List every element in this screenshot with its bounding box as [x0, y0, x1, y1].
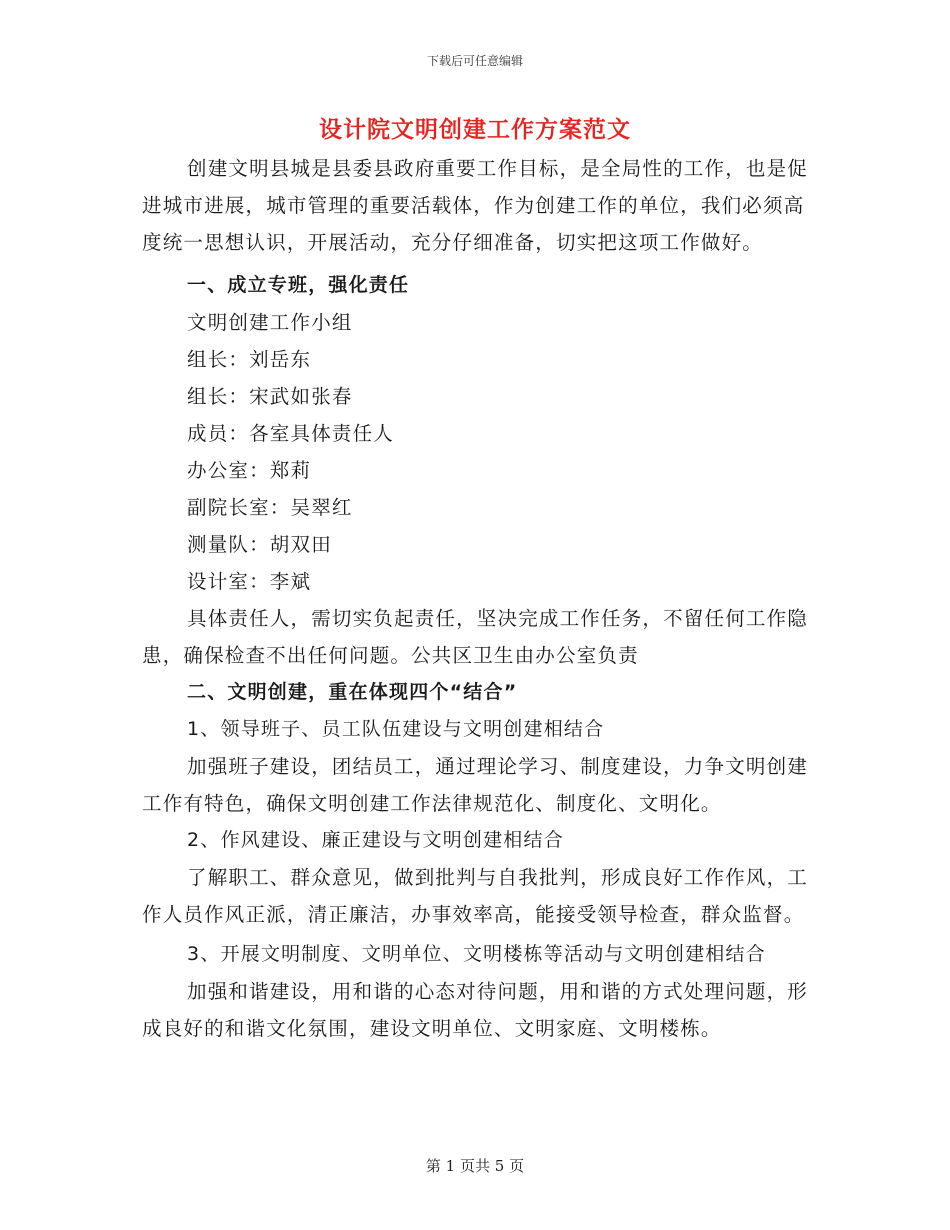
- document-title: 设计院文明创建工作方案范文: [319, 116, 631, 143]
- section-1-line: 设计室：李斌: [187, 570, 312, 593]
- section-1-paragraph: 具体责任人，需切实负起责任，坚决完成工作任务，不留任何工作隐患，确保检查不出任何问题。公共区卫生由办公室负责: [142, 607, 809, 667]
- section-2-item-title: 2、作风建设、廉正建设与文明创建相结合: [187, 829, 564, 851]
- section-2-item-body: 加强和谐建设，用和谐的心态对待问题，用和谐的方式处理问题，形成良好的和谐文化氛围，建设文明单位、文明家庭、文明楼栋。: [142, 980, 809, 1040]
- section-1-line: 组长：宋武如张春: [187, 385, 353, 408]
- page-number-footer: 第 1 页共 5 页: [425, 1157, 525, 1175]
- section-2-item-body: 了解职工、群众意见，做到批判与自我批判，形成良好工作作风，工作人员作风正派，清正廉洁，办事效率高，能接受领导检查，群众监督。: [142, 866, 809, 926]
- section-1-line: 组长：刘岳东: [187, 348, 312, 371]
- section-1-line: 文明创建工作小组: [187, 311, 353, 334]
- section-1-line: 办公室：郑莉: [187, 459, 312, 482]
- section-1-heading: 一、成立专班，强化责任: [187, 274, 410, 296]
- section-2-item-title: 3、开展文明制度、文明单位、文明楼栋等活动与文明创建相结合: [187, 943, 766, 965]
- section-1-line: 副院长室：吴翠红: [187, 496, 353, 519]
- section-2-item-body: 加强班子建设，团结员工，通过理论学习、制度建设，力争文明创建工作有特色，确保文明创建工作法律规范化、制度化、文明化。: [142, 755, 809, 815]
- running-header: 下载后可任意编辑: [426, 54, 523, 68]
- document-body: [142, 150, 808, 1047]
- section-2-item-title: 1、领导班子、员工队伍建设与文明创建相结合: [187, 718, 605, 740]
- section-1-line: 成员：各室具体责任人: [187, 422, 395, 445]
- section-1-line: 测量队：胡双田: [187, 533, 332, 556]
- section-2-heading: 二、文明创建，重在体现四个“结合”: [187, 681, 518, 703]
- intro-paragraph: 创建文明县城是县委县政府重要工作目标，是全局性的工作，也是促进城市进展，城市管理的重要活载体，作为创建工作的单位，我们必须高度统一思想认识，开展活动，充分仔细准备，切实把这项工作做好。: [142, 157, 809, 254]
